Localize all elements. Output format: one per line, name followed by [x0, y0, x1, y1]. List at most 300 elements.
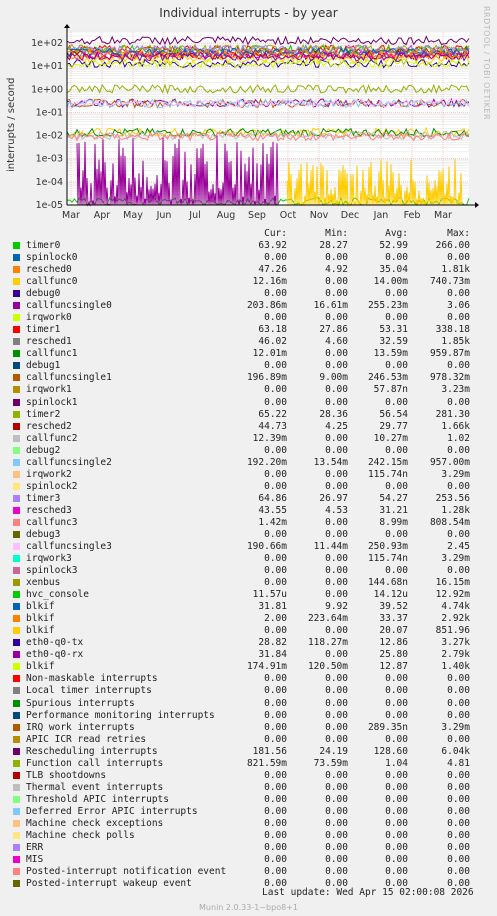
legend-cur-value: 0.00	[264, 396, 287, 408]
legend-series-name: APIC ICR read retries	[26, 733, 147, 745]
legend-swatch	[13, 531, 20, 538]
legend-cur-value: 0.00	[264, 312, 287, 324]
legend-series-name: irqwork3	[26, 553, 72, 565]
legend-cur-value: 0.00	[264, 360, 287, 372]
legend-max-value: 0.00	[447, 528, 470, 540]
legend-series-name: Threshold APIC interrupts	[26, 793, 169, 805]
legend-swatch	[13, 483, 20, 490]
legend-max-value: 0.00	[447, 866, 470, 878]
y-tick-label: 1e+00	[31, 84, 63, 96]
legend-max-value: 0.00	[447, 673, 470, 685]
legend-avg-value: 0.00	[385, 769, 408, 781]
legend-min-value: 73.59m	[313, 757, 348, 769]
legend-swatch	[13, 663, 20, 670]
legend-series-name: debug0	[26, 288, 61, 300]
legend-cur-value: 46.02	[258, 336, 287, 348]
legend-min-value: 27.86	[319, 324, 348, 336]
legend-avg-value: 0.00	[385, 781, 408, 793]
legend-cur-value: 0.00	[264, 384, 287, 396]
legend-series-name: Deferred Error APIC interrupts	[26, 805, 198, 817]
legend-series-name: timer0	[26, 240, 61, 251]
legend-row	[0, 854, 497, 866]
legend-swatch	[13, 242, 20, 249]
legend-swatch	[13, 374, 20, 381]
legend-min-value: 0.00	[325, 288, 348, 300]
legend-cur-value: 0.00	[264, 733, 287, 745]
legend-avg-value: 0.00	[385, 360, 408, 372]
legend-max-value: 740.73m	[429, 276, 470, 288]
legend-min-value: 120.50m	[307, 661, 348, 673]
legend-series-name: spinlock2	[26, 480, 78, 492]
legend-avg-value: 33.37	[379, 613, 408, 625]
legend-row	[0, 698, 497, 710]
legend-max-value: 1.81k	[441, 264, 470, 276]
legend-cur-value: 0.00	[264, 817, 287, 829]
legend-swatch	[13, 290, 20, 297]
legend-series-name: Machine check exceptions	[26, 817, 164, 829]
chart-title: Individual interrupts - by year	[159, 6, 338, 20]
legend-row	[0, 433, 497, 445]
legend-row	[0, 722, 497, 734]
legend-max-value: 2.45	[447, 541, 470, 552]
legend-swatch	[13, 627, 20, 634]
legend-min-value: 13.54m	[313, 456, 348, 468]
legend-avg-value: 10.27m	[373, 432, 408, 444]
legend-row	[0, 421, 497, 433]
legend-cur-value: 0.00	[264, 709, 287, 721]
legend-series-name: debug2	[26, 444, 61, 456]
x-tick-label: Oct	[279, 210, 297, 221]
legend-cur-value: 28.82	[258, 637, 287, 649]
legend-avg-value: 0.00	[385, 673, 408, 685]
legend-swatch	[13, 772, 20, 779]
legend-series-name: Function call interrupts	[26, 757, 164, 769]
legend-avg-value: 12.86	[379, 637, 408, 649]
legend-series-name: eth0-q0-tx	[26, 637, 84, 649]
legend-row	[0, 348, 497, 360]
legend-cur-value: 0.00	[264, 625, 287, 637]
legend-cur-value: 31.81	[258, 601, 287, 613]
legend-avg-value: 0.00	[385, 878, 408, 890]
legend-max-value: 0.00	[447, 480, 470, 492]
legend-series-name: callfuncsingle2	[26, 456, 112, 468]
legend-swatch	[13, 724, 20, 731]
legend-cur-value: 0.00	[264, 721, 287, 733]
legend-avg-value: 115.74n	[367, 553, 408, 565]
legend-row	[0, 770, 497, 782]
legend-avg-value: 57.87n	[373, 384, 408, 396]
legend-series-name: resched1	[26, 336, 72, 348]
legend-row	[0, 601, 497, 613]
legend-min-value: 11.44m	[313, 541, 348, 552]
legend-series-name: Performance monitoring interrupts	[26, 709, 215, 721]
legend-row	[0, 276, 497, 288]
legend-avg-value: 0.00	[385, 312, 408, 324]
legend-cur-value: 0.00	[264, 781, 287, 793]
legend-cur-value: 0.00	[264, 252, 287, 264]
legend-max-value: 0.00	[447, 769, 470, 781]
legend-cur-value: 2.00	[264, 613, 287, 625]
legend-swatch	[13, 435, 20, 442]
legend-swatch	[13, 712, 20, 719]
legend-cur-value: 12.39m	[252, 432, 287, 444]
legend-min-value: 0.00	[325, 721, 348, 733]
legend-row	[0, 541, 497, 553]
legend-series-name: ERR	[26, 842, 44, 853]
legend-cur-value: 65.22	[258, 408, 287, 420]
col-cur: Cur:	[264, 228, 287, 239]
legend-cur-value: 0.00	[264, 444, 287, 456]
legend-cur-value: 47.26	[258, 264, 287, 276]
x-tick-label: Dec	[340, 210, 360, 221]
legend-min-value: 0.00	[325, 793, 348, 805]
legend-max-value: 1.85k	[441, 336, 470, 348]
legend-row	[0, 300, 497, 312]
legend-series-name: hvc_console	[26, 589, 89, 601]
legend-swatch	[13, 386, 20, 393]
legend-row	[0, 613, 497, 625]
legend-cur-value: 63.92	[258, 240, 287, 251]
legend-min-value: 0.00	[325, 528, 348, 540]
legend-cur-value: 0.00	[264, 565, 287, 577]
legend-cur-value: 0.00	[264, 685, 287, 697]
y-tick-label: 1e-03	[35, 153, 63, 165]
legend-swatch	[13, 700, 20, 707]
legend-cur-value: 192.20m	[246, 456, 287, 468]
legend-row	[0, 481, 497, 493]
legend-max-value: 3.29m	[441, 721, 470, 733]
legend-row	[0, 336, 497, 348]
legend-row	[0, 794, 497, 806]
legend-series-name: debug1	[26, 360, 61, 372]
legend-series-name: blkif	[26, 613, 55, 625]
legend-series-name: spinlock3	[26, 565, 78, 577]
legend-avg-value: 0.00	[385, 805, 408, 817]
legend-swatch	[13, 519, 20, 526]
legend-swatch	[13, 459, 20, 466]
last-update: Last update: Wed Apr 15 02:00:08 2026	[262, 887, 474, 898]
legend-cur-value: 0.00	[264, 866, 287, 878]
legend-avg-value: 246.53m	[367, 372, 408, 384]
legend-series-name: Machine check polls	[26, 829, 135, 841]
legend-series-name: Posted-interrupt notification event	[26, 866, 227, 878]
legend-series-name: IRQ work interrupts	[26, 721, 135, 733]
legend-max-value: 851.96	[435, 625, 470, 637]
legend-row	[0, 360, 497, 372]
y-axis-arrow	[64, 24, 70, 28]
legend-series-name: debug3	[26, 528, 61, 540]
legend-min-value: 0.00	[325, 480, 348, 492]
legend-min-value: 0.00	[325, 673, 348, 685]
legend-max-value: 3.06	[447, 300, 470, 312]
legend-cur-value: 43.55	[258, 504, 287, 516]
legend-row	[0, 782, 497, 794]
legend-max-value: 0.00	[447, 733, 470, 745]
legend-swatch	[13, 254, 20, 261]
legend-row	[0, 312, 497, 324]
legend-series-name: MIS	[26, 854, 44, 866]
legend-cur-value: 0.00	[264, 288, 287, 300]
legend-swatch	[13, 302, 20, 309]
legend-max-value: 3.23m	[441, 384, 470, 396]
legend-min-value: 0.00	[325, 432, 348, 444]
legend-cur-value: 0.00	[264, 793, 287, 805]
legend-avg-value: 0.00	[385, 709, 408, 721]
legend-avg-value: 0.00	[385, 480, 408, 492]
legend-avg-value: 0.00	[385, 288, 408, 300]
legend-avg-value: 250.93m	[367, 541, 408, 552]
legend-row	[0, 553, 497, 565]
legend-cur-value: 44.73	[258, 420, 287, 432]
legend-cur-value: 12.01m	[252, 348, 287, 360]
legend-swatch	[13, 579, 20, 586]
munin-version: Munin 2.0.33-1~bpo8+1	[199, 903, 298, 912]
legend-max-value: 3.27k	[441, 637, 470, 649]
legend-max-value: 808.54m	[429, 516, 470, 528]
legend-avg-value: 20.07	[379, 625, 408, 637]
legend-min-value: 4.60	[325, 336, 348, 348]
x-tick-label: Feb	[403, 210, 421, 221]
legend-swatch	[13, 447, 20, 454]
legend-max-value: 0.00	[447, 685, 470, 697]
legend-min-value: 0.00	[325, 360, 348, 372]
legend-row	[0, 384, 497, 396]
legend-cur-value: 0.00	[264, 854, 287, 866]
legend-min-value: 4.25	[325, 420, 348, 432]
legend-series-name: resched2	[26, 420, 72, 432]
legend-cur-value: 0.00	[264, 769, 287, 781]
legend-max-value: 0.00	[447, 288, 470, 300]
legend-avg-value: 0.00	[385, 854, 408, 866]
legend-min-value: 0.00	[325, 252, 348, 264]
legend-row	[0, 517, 497, 529]
legend-cur-value: 0.00	[264, 878, 287, 890]
chart-plot	[0, 0, 497, 228]
legend-max-value: 0.00	[447, 878, 470, 890]
legend-swatch	[13, 591, 20, 598]
legend-series-name: callfuncsingle1	[26, 372, 112, 384]
legend-min-value: 0.00	[325, 817, 348, 829]
legend-min-value: 28.27	[319, 240, 348, 251]
legend-row	[0, 842, 497, 854]
legend-cur-value: 11.57u	[252, 589, 287, 601]
legend-avg-value: 8.99m	[379, 516, 408, 528]
legend-avg-value: 32.59	[379, 336, 408, 348]
legend-row	[0, 758, 497, 770]
legend-row	[0, 264, 497, 276]
legend-cur-value: 196.89m	[246, 372, 287, 384]
legend-swatch	[13, 507, 20, 514]
legend-max-value: 4.81	[447, 757, 470, 769]
legend-series-name: callfunc3	[26, 516, 78, 528]
legend-min-value: 118.27m	[307, 637, 348, 649]
legend-series-name: irqwork1	[26, 384, 72, 396]
legend-min-value: 0.00	[325, 384, 348, 396]
legend-min-value: 26.97	[319, 492, 348, 504]
legend-avg-value: 13.59m	[373, 348, 408, 360]
legend-swatch	[13, 423, 20, 430]
legend-avg-value: 0.00	[385, 444, 408, 456]
legend-series-name: TLB shootdowns	[26, 769, 107, 781]
legend-cur-value: 0.00	[264, 468, 287, 480]
legend-avg-value: 242.15m	[367, 456, 408, 468]
legend-min-value: 0.00	[325, 577, 348, 589]
legend-series-name: timer3	[26, 492, 61, 504]
legend-max-value: 12.92m	[435, 589, 470, 601]
legend-max-value: 0.00	[447, 360, 470, 372]
legend-series-name: Non-maskable interrupts	[26, 673, 158, 685]
legend-avg-value: 144.68n	[367, 577, 408, 589]
legend-swatch	[13, 748, 20, 755]
legend-avg-value: 39.52	[379, 601, 408, 613]
legend-max-value: 0.00	[447, 805, 470, 817]
legend-avg-value: 0.00	[385, 528, 408, 540]
legend-min-value: 4.53	[325, 504, 348, 516]
legend-swatch	[13, 615, 20, 622]
legend-cur-value: 31.84	[258, 649, 287, 661]
legend-row	[0, 637, 497, 649]
legend-min-value: 0.00	[325, 468, 348, 480]
legend-avg-value: 0.00	[385, 565, 408, 577]
legend-avg-value: 0.00	[385, 842, 408, 853]
legend-row	[0, 469, 497, 481]
legend-cur-value: 64.86	[258, 492, 287, 504]
legend-row	[0, 240, 497, 252]
legend-series-name: callfuncsingle3	[26, 541, 112, 552]
legend-min-value: 0.00	[325, 312, 348, 324]
legend-min-value: 0.00	[325, 348, 348, 360]
legend-max-value: 3.29m	[441, 468, 470, 480]
legend-avg-value: 0.00	[385, 252, 408, 264]
legend-series-name: Thermal event interrupts	[26, 781, 164, 793]
legend-max-value: 1.28k	[441, 504, 470, 516]
x-tick-label: Jun	[156, 210, 172, 221]
legend-cur-value: 0.00	[264, 528, 287, 540]
legend-cur-value: 0.00	[264, 553, 287, 565]
legend-max-value: 0.00	[447, 829, 470, 841]
x-tick-label: Jul	[189, 210, 201, 221]
legend-max-value: 253.56	[435, 492, 470, 504]
legend-series-name: callfunc2	[26, 432, 78, 444]
legend-min-value: 0.00	[325, 553, 348, 565]
legend-row	[0, 806, 497, 818]
legend-max-value: 0.00	[447, 396, 470, 408]
legend-max-value: 4.74k	[441, 601, 470, 613]
legend-avg-value: 128.60	[373, 745, 408, 757]
legend-swatch	[13, 495, 20, 502]
legend-avg-value: 289.35n	[367, 721, 408, 733]
legend-swatch	[13, 868, 20, 875]
legend-max-value: 0.00	[447, 312, 470, 324]
y-tick-label: 1e-02	[35, 130, 63, 142]
legend-avg-value: 0.00	[385, 697, 408, 709]
legend-max-value: 1.40k	[441, 661, 470, 673]
legend-cur-value: 0.00	[264, 829, 287, 841]
col-min: Min:	[325, 228, 348, 239]
legend-max-value: 0.00	[447, 565, 470, 577]
legend-row	[0, 252, 497, 264]
legend-series-name: blkif	[26, 601, 55, 613]
legend-row	[0, 457, 497, 469]
legend-max-value: 266.00	[435, 240, 470, 251]
legend-series-name: callfuncsingle0	[26, 300, 112, 312]
legend-max-value: 1.66k	[441, 420, 470, 432]
legend-series-name: irqwork0	[26, 312, 72, 324]
legend-min-value: 24.19	[319, 745, 348, 757]
legend-min-value: 0.00	[325, 589, 348, 601]
legend-series-name: eth0-q0-rx	[26, 649, 84, 661]
legend-swatch	[13, 736, 20, 743]
legend-min-value: 0.00	[325, 276, 348, 288]
legend-min-value: 9.92	[325, 601, 348, 613]
legend-series-name: Spurious interrupts	[26, 697, 135, 709]
legend-row	[0, 649, 497, 661]
legend-min-value: 0.00	[325, 854, 348, 866]
legend-swatch	[13, 808, 20, 815]
legend-max-value: 0.00	[447, 709, 470, 721]
legend-avg-value: 31.21	[379, 504, 408, 516]
legend-swatch	[13, 687, 20, 694]
legend-min-value: 0.00	[325, 697, 348, 709]
legend-swatch	[13, 326, 20, 333]
legend-swatch	[13, 832, 20, 839]
col-avg: Avg:	[385, 228, 408, 239]
legend-row	[0, 589, 497, 601]
legend-swatch	[13, 411, 20, 418]
x-tick-label: Nov	[309, 210, 329, 221]
legend-swatch	[13, 784, 20, 791]
legend-avg-value: 35.04	[379, 264, 408, 276]
legend-row	[0, 505, 497, 517]
legend-row	[0, 734, 497, 746]
legend-series-name: timer1	[26, 324, 61, 336]
legend-row	[0, 625, 497, 637]
legend-avg-value: 0.00	[385, 396, 408, 408]
legend-cur-value: 203.86m	[246, 300, 287, 312]
legend-avg-value: 1.04	[385, 757, 408, 769]
x-tick-label: Sep	[248, 210, 266, 221]
legend-min-value: 0.00	[325, 685, 348, 697]
legend-series-name: callfunc0	[26, 276, 78, 288]
legend-avg-value: 52.99	[379, 240, 408, 251]
legend-min-value: 0.00	[325, 829, 348, 841]
legend-cur-value: 63.18	[258, 324, 287, 336]
y-tick-label: 1e+01	[31, 61, 63, 73]
legend-swatch	[13, 856, 20, 863]
legend-cur-value: 0.00	[264, 697, 287, 709]
col-max: Max:	[447, 228, 470, 239]
legend-row	[0, 529, 497, 541]
legend-min-value: 0.00	[325, 709, 348, 721]
legend-row	[0, 710, 497, 722]
legend-series-name: blkif	[26, 661, 55, 673]
legend-avg-value: 29.77	[379, 420, 408, 432]
legend-max-value: 0.00	[447, 842, 470, 853]
legend-swatch	[13, 543, 20, 550]
legend-max-value: 0.00	[447, 781, 470, 793]
legend-avg-value: 0.00	[385, 829, 408, 841]
legend-max-value: 978.32m	[429, 372, 470, 384]
x-tick-label: Aug	[216, 210, 236, 221]
legend-cur-value: 181.56	[252, 745, 287, 757]
legend-cur-value: 0.00	[264, 842, 287, 853]
legend-cur-value: 190.66m	[246, 541, 287, 552]
y-tick-label: 1e-05	[35, 200, 63, 211]
legend-series-name: blkif	[26, 625, 55, 637]
legend-row	[0, 685, 497, 697]
legend-max-value: 0.00	[447, 444, 470, 456]
legend-min-value: 0.00	[325, 565, 348, 577]
